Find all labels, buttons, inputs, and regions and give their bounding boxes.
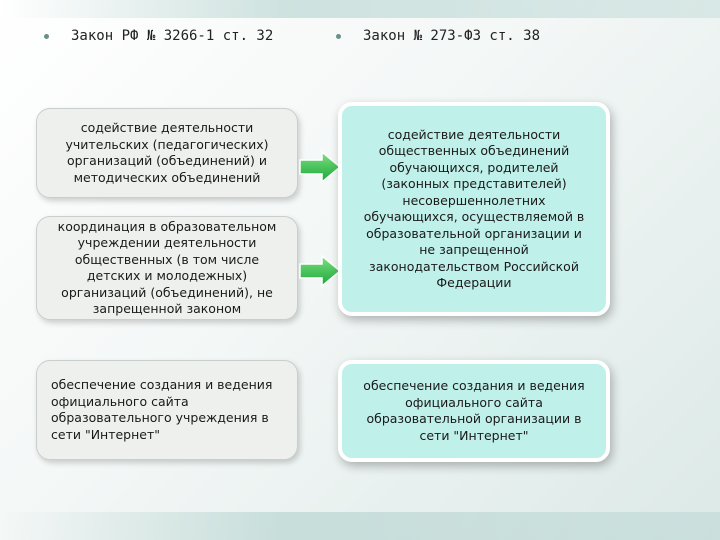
right-arrow-icon	[298, 150, 342, 184]
right-law-title: Закон № 273-ФЗ ст. 38	[363, 28, 541, 44]
left-box-1-text: содействие деятельности учительских (педагогических) организаций (объединений) и методических объединений	[65, 120, 269, 185]
left-law-header	[44, 28, 273, 44]
right-box-2-text: обеспечение создания и ведения официального сайта образовательной организации в сети "Интернет"	[363, 378, 585, 443]
left-box-public-organizations	[36, 216, 298, 320]
bullet-icon	[44, 34, 49, 39]
left-box-3-text: обеспечение создания и ведения официального сайта образовательного учреждения в сети "Интернет"	[51, 377, 273, 442]
right-arrow-icon	[298, 254, 342, 288]
left-box-2-text: координация в образовательном учреждении деятельности общественных (в том числе детских и молодежных) организаций (объединений), не запрещенной законом	[57, 218, 277, 316]
right-box-student-associations	[338, 102, 610, 316]
right-box-website	[338, 360, 610, 462]
right-law-header	[336, 28, 540, 44]
left-box-website	[36, 360, 298, 460]
left-law-title: Закон РФ № 3266-1 ст. 32	[71, 28, 274, 44]
decorative-bottom-band	[0, 512, 720, 540]
bullet-icon	[336, 34, 341, 39]
left-box-teacher-organizations	[36, 108, 298, 198]
right-box-1-text: содействие деятельности общественных объединений обучающихся, родителей (законных представителей) несовершеннолетних обучающихся, осуществляемой в образовательной организации и не запрещенной законодательством Российской Федерации	[363, 126, 585, 290]
decorative-top-band	[0, 0, 720, 18]
